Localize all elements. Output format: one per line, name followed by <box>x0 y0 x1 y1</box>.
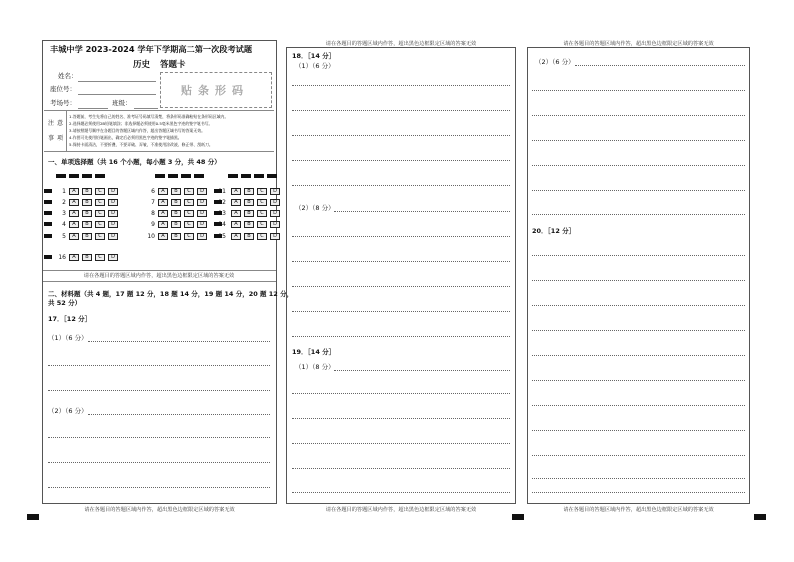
answer-line[interactable] <box>292 85 510 86</box>
option-bubble-b[interactable]: B <box>82 188 92 195</box>
answer-line[interactable] <box>532 255 745 256</box>
answer-line[interactable] <box>532 380 745 381</box>
option-bubble-b[interactable]: B <box>82 233 92 240</box>
option-bubble-a[interactable]: A <box>158 233 168 240</box>
exam-room-label: 考场号： <box>50 99 76 107</box>
name-field[interactable] <box>78 71 156 82</box>
option-bubble-d[interactable]: D <box>270 221 280 228</box>
barcode-area[interactable] <box>160 72 272 108</box>
option-bubble-a[interactable]: A <box>158 221 168 228</box>
option-bubble-b[interactable]: B <box>244 199 254 206</box>
option-bubble-a[interactable]: A <box>69 233 79 240</box>
option-bubble-b[interactable]: B <box>244 233 254 240</box>
name-label: 姓名： <box>58 72 78 80</box>
divider <box>43 270 276 271</box>
notice-label-column <box>44 111 67 151</box>
option-bubble-b[interactable]: B <box>82 221 92 228</box>
answer-line[interactable] <box>334 211 510 212</box>
answer-line[interactable] <box>532 190 745 191</box>
answer-area-warning: 请在各题目的答题区域内作答，超出黑色边框限定区域的答案无效 <box>563 41 714 47</box>
barcode-label: 贴条形码 <box>181 84 249 97</box>
option-bubble-a[interactable]: A <box>158 199 168 206</box>
timing-mark <box>267 174 277 178</box>
answer-line[interactable] <box>532 90 745 91</box>
answer-area-warning: 请在各题目的答题区域内作答，超出黑色边框限定区域的答案无效 <box>325 507 477 513</box>
position-mark-right <box>754 514 766 520</box>
row-timing-mark <box>44 222 52 226</box>
option-bubble-d[interactable]: D <box>197 210 207 217</box>
timing-mark <box>168 174 178 178</box>
option-bubble-a[interactable]: A <box>158 210 168 217</box>
option-bubble-b[interactable]: B <box>244 210 254 217</box>
class-field[interactable] <box>134 98 158 109</box>
option-bubble-d[interactable]: D <box>270 233 280 240</box>
exam-title: 丰城中学 2023-2024 学年下学期高二第一次段考试题 <box>50 44 253 54</box>
notice-label-4: 项 <box>57 135 64 142</box>
answer-line[interactable] <box>532 355 745 356</box>
timing-mark <box>82 174 92 178</box>
answer-line[interactable] <box>532 280 745 281</box>
answer-line[interactable] <box>292 393 510 394</box>
option-bubble-b[interactable]: B <box>244 188 254 195</box>
option-bubble-c[interactable]: C <box>184 221 194 228</box>
option-bubble-d[interactable]: D <box>270 199 280 206</box>
card-label: 答题卡 <box>160 60 186 70</box>
answer-line[interactable] <box>532 430 745 431</box>
option-bubble-b[interactable]: B <box>171 188 181 195</box>
q20-heading: 20．［12 分］ <box>532 227 576 235</box>
option-bubble-b[interactable]: B <box>82 254 92 261</box>
notice-lines <box>69 113 272 148</box>
row-timing-mark <box>44 234 52 238</box>
question-number: 1 <box>62 188 66 195</box>
answer-card-column-2 <box>286 47 516 504</box>
answer-line[interactable] <box>292 160 510 161</box>
option-bubble-a[interactable]: A <box>158 188 168 195</box>
option-bubble-c[interactable]: C <box>257 210 267 217</box>
option-bubble-d[interactable]: D <box>197 188 207 195</box>
timing-mark <box>181 174 191 178</box>
option-bubble-a[interactable]: A <box>231 188 241 195</box>
answer-line[interactable] <box>48 365 270 366</box>
answer-area-warning: 请在各题目的答题区域内作答，超出黑色边框限定区域的答案无效 <box>84 507 235 513</box>
question-number: 7 <box>151 199 155 206</box>
option-bubble-c[interactable]: C <box>95 233 105 240</box>
question-number: 4 <box>62 221 66 228</box>
question-number: 15 <box>218 233 226 240</box>
notice-line: 2.选择题必须使用2B铅笔填涂；非选择题必须使用0.5毫米黑色字迹的签字笔书写。 <box>69 121 213 126</box>
question-number: 11 <box>218 188 226 195</box>
option-bubble-c[interactable]: C <box>95 254 105 261</box>
option-bubble-b[interactable]: B <box>82 210 92 217</box>
position-mark-center <box>512 514 524 520</box>
notice-label-1: 注 <box>48 120 55 127</box>
notice-label-3: 事 <box>48 135 55 142</box>
option-bubble-b[interactable]: B <box>171 210 181 217</box>
answer-line[interactable] <box>292 418 510 419</box>
option-bubble-d[interactable]: D <box>270 210 280 217</box>
timing-mark <box>56 174 66 178</box>
subject-label: 历史 <box>133 60 151 70</box>
option-bubble-c[interactable]: C <box>95 199 105 206</box>
option-bubble-a[interactable]: A <box>69 199 79 206</box>
question-number: 5 <box>62 233 66 240</box>
question-number: 8 <box>151 210 155 217</box>
class-label: 班级： <box>112 99 132 107</box>
answer-line[interactable] <box>48 487 270 488</box>
option-bubble-a[interactable]: A <box>69 254 79 261</box>
answer-line[interactable] <box>292 443 510 444</box>
option-bubble-d[interactable]: D <box>108 233 118 240</box>
answer-line[interactable] <box>532 140 745 141</box>
option-bubble-d[interactable]: D <box>108 199 118 206</box>
answer-line[interactable] <box>292 261 510 262</box>
answer-area-warning: 请在各题目的答题区域内作答，超出黑色边框限定区域的答案无效 <box>563 507 714 513</box>
answer-line[interactable] <box>292 468 510 469</box>
exam-room-field[interactable] <box>78 98 108 109</box>
answer-line[interactable] <box>532 115 745 116</box>
timing-mark <box>69 174 79 178</box>
row-timing-mark <box>44 200 52 204</box>
q18-part2-label: （2）（8 分） <box>295 204 335 212</box>
q18-heading: 18．［14 分］ <box>292 52 336 60</box>
option-bubble-d[interactable]: D <box>197 221 207 228</box>
answer-line[interactable] <box>575 65 745 66</box>
timing-mark <box>241 174 251 178</box>
option-bubble-d[interactable]: D <box>270 188 280 195</box>
notice-line: 1.答题前，考生先将自己的姓名、准考证号码填写清楚，将条形码准确粘贴在条形码区域内。 <box>69 114 229 119</box>
student-info-block <box>44 70 274 110</box>
option-bubble-b[interactable]: B <box>171 199 181 206</box>
answer-line[interactable] <box>292 286 510 287</box>
option-bubble-b[interactable]: B <box>171 221 181 228</box>
question-number: 13 <box>218 210 226 217</box>
option-bubble-b[interactable]: B <box>244 221 254 228</box>
option-bubble-a[interactable]: A <box>69 210 79 217</box>
option-bubble-d[interactable]: D <box>108 254 118 261</box>
option-bubble-c[interactable]: C <box>257 199 267 206</box>
answer-line[interactable] <box>292 110 510 111</box>
question-number: 9 <box>151 221 155 228</box>
row-timing-mark <box>44 189 52 193</box>
q17-part1-label: （1）（6 分） <box>48 334 88 342</box>
notice-label-2: 意 <box>57 120 64 127</box>
notice-box <box>44 110 274 152</box>
option-bubble-d[interactable]: D <box>197 199 207 206</box>
answer-line[interactable] <box>532 455 745 456</box>
seat-label: 座位号： <box>50 85 76 93</box>
question-number: 3 <box>62 210 66 217</box>
position-mark-left <box>27 514 39 520</box>
timing-mark <box>95 174 105 178</box>
option-bubble-c[interactable]: C <box>257 233 267 240</box>
notice-line: 3.请按照题号顺序在各题目的答题区域内作答，超出答题区域书写的答案无效。 <box>69 128 205 133</box>
timing-mark <box>155 174 165 178</box>
option-bubble-c[interactable]: C <box>257 221 267 228</box>
question-number: 16 <box>58 254 66 261</box>
option-bubble-a[interactable]: A <box>69 221 79 228</box>
notice-line: 4.作图可先使用铅笔画出，确定后必须用黑色字迹的签字笔描黑。 <box>69 135 182 140</box>
answer-line[interactable] <box>292 336 510 337</box>
answer-line[interactable] <box>532 405 745 406</box>
section2-title-line1: 二、材料题（共 4 题，17 题 12 分，18 题 14 分，19 题 14 分，20 题 12 分， <box>48 290 294 298</box>
question-number: 14 <box>218 221 226 228</box>
timing-mark <box>194 174 204 178</box>
option-bubble-b[interactable]: B <box>82 199 92 206</box>
answer-line[interactable] <box>292 311 510 312</box>
divider <box>43 281 276 282</box>
answer-line[interactable] <box>88 341 270 342</box>
option-bubble-c[interactable]: C <box>184 199 194 206</box>
option-bubble-d[interactable]: D <box>108 188 118 195</box>
notice-line: 5.保持卡面清洁，不要折叠，不要弄破、弄皱，不准使用涂改液、修正带、刮纸刀。 <box>69 142 213 147</box>
option-bubble-d[interactable]: D <box>108 210 118 217</box>
option-bubble-a[interactable]: A <box>69 188 79 195</box>
section2-title-line2: 共 52 分） <box>48 299 82 307</box>
option-bubble-c[interactable]: C <box>95 221 105 228</box>
answer-line[interactable] <box>292 492 510 493</box>
timing-mark <box>228 174 238 178</box>
answer-area-warning: 请在各题目的答题区域内作答，超出黑色边框限定区域的答案无效 <box>83 273 235 279</box>
q18-part1-label: （1）（6 分） <box>295 62 335 70</box>
option-bubble-d[interactable]: D <box>197 233 207 240</box>
answer-line[interactable] <box>532 330 745 331</box>
question-number: 12 <box>218 199 226 206</box>
answer-line[interactable] <box>532 214 745 215</box>
answer-line[interactable] <box>532 305 745 306</box>
option-bubble-c[interactable]: C <box>184 188 194 195</box>
answer-line[interactable] <box>88 414 270 415</box>
option-bubble-c[interactable]: C <box>184 233 194 240</box>
answer-line[interactable] <box>48 390 270 391</box>
answer-line[interactable] <box>48 437 270 438</box>
answer-line[interactable] <box>532 165 745 166</box>
answer-line[interactable] <box>334 370 510 371</box>
option-bubble-c[interactable]: C <box>184 210 194 217</box>
row-timing-mark <box>44 211 52 215</box>
section1-title: 一、单项选择题（共 16 个小题，每小题 3 分，共 48 分） <box>48 158 221 166</box>
answer-line[interactable] <box>48 462 270 463</box>
answer-line[interactable] <box>292 135 510 136</box>
option-bubble-a[interactable]: A <box>231 199 241 206</box>
option-bubble-c[interactable]: C <box>257 188 267 195</box>
answer-line[interactable] <box>292 236 510 237</box>
q19-part2-label: （2）（6 分） <box>535 58 575 66</box>
answer-line[interactable] <box>292 185 510 186</box>
question-number: 6 <box>151 188 155 195</box>
question-number: 2 <box>62 199 66 206</box>
option-bubble-c[interactable]: C <box>95 210 105 217</box>
q17-part2-label: （2）（6 分） <box>48 407 88 415</box>
q19-part1-label: （1）（8 分） <box>295 363 335 371</box>
option-bubble-c[interactable]: C <box>95 188 105 195</box>
question-number: 10 <box>147 233 155 240</box>
choice-grid <box>44 168 277 268</box>
seat-field[interactable] <box>78 84 156 95</box>
option-bubble-b[interactable]: B <box>171 233 181 240</box>
timing-mark <box>254 174 264 178</box>
option-bubble-a[interactable]: A <box>231 210 241 217</box>
option-bubble-a[interactable]: A <box>231 233 241 240</box>
answer-area-warning: 请在各题目的答题区域内作答，超出黑色边框限定区域的答案无效 <box>325 41 477 47</box>
row-timing-mark <box>44 255 52 259</box>
option-bubble-d[interactable]: D <box>108 221 118 228</box>
q17-heading: 17．［12 分］ <box>48 315 92 323</box>
answer-line[interactable] <box>532 478 745 479</box>
answer-line[interactable] <box>532 492 745 493</box>
q19-heading: 19．［14 分］ <box>292 348 336 356</box>
option-bubble-a[interactable]: A <box>231 221 241 228</box>
